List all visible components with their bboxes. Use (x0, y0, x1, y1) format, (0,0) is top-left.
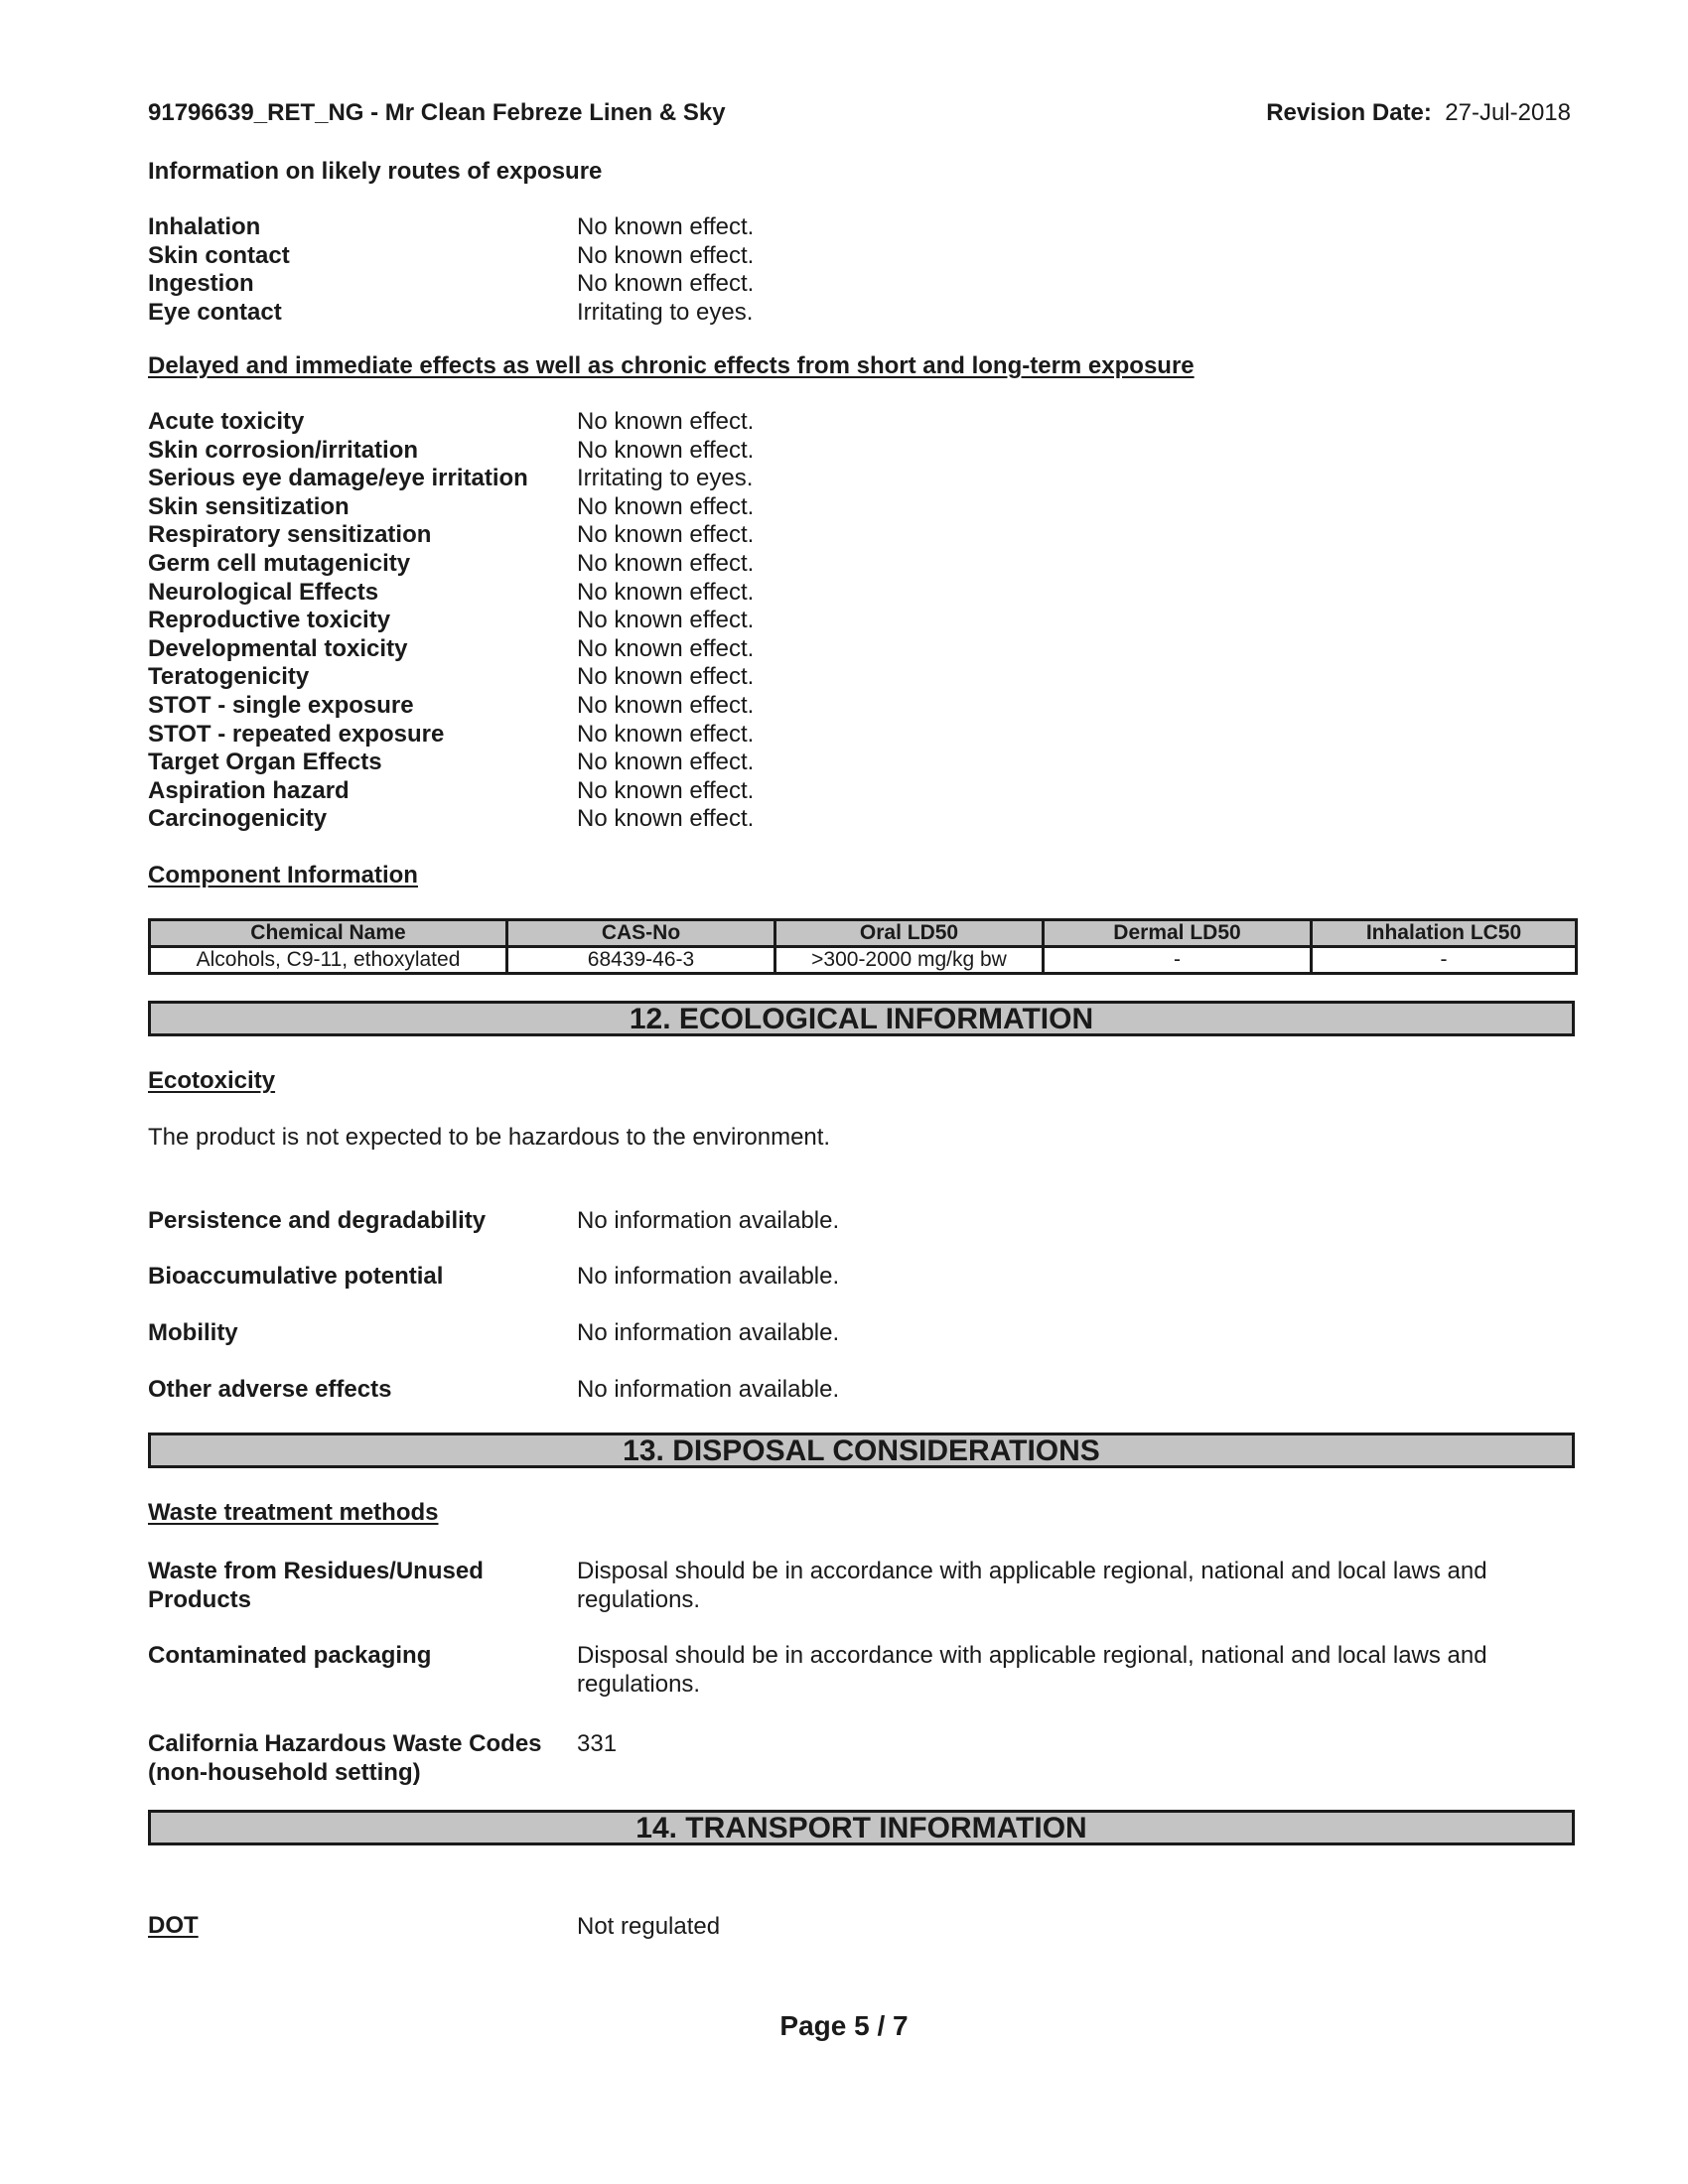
item-label: Developmental toxicity (148, 634, 408, 662)
item-value: No known effect. (577, 241, 755, 269)
item-label: Target Organ Effects (148, 749, 382, 776)
california-label-line: (non-household setting) (148, 1759, 421, 1786)
item-value: No known effect. (577, 776, 755, 804)
item-label: Reproductive toxicity (148, 607, 391, 634)
column-header: Inhalation LC50 (1312, 920, 1577, 947)
item-value: No known effect. (577, 213, 755, 240)
packaging-value-line: Disposal should be in accordance with applicable regional, national and local laws and (577, 1642, 1487, 1669)
column-header: Dermal LD50 (1044, 920, 1312, 947)
item-value: Irritating to eyes. (577, 298, 754, 326)
persistence-label: Persistence and degradability (148, 1207, 487, 1234)
section-header-ecological: 12. ECOLOGICAL INFORMATION (148, 1001, 1575, 1036)
item-label: Neurological Effects (148, 578, 379, 606)
item-value: No known effect. (577, 549, 755, 577)
item-value: No known effect. (577, 492, 755, 520)
residues-value (577, 1557, 1487, 1614)
column-header: Chemical Name (150, 920, 507, 947)
item-label: STOT - single exposure (148, 691, 414, 719)
residues-value-line: regulations. (577, 1586, 701, 1613)
item-value: No known effect. (577, 663, 755, 691)
ecotoxicity-text: The product is not expected to be hazardous to the environment. (148, 1124, 831, 1151)
item-label: Skin corrosion/irritation (148, 436, 419, 464)
item-value: No known effect. (577, 521, 755, 549)
item-label: Germ cell mutagenicity (148, 549, 411, 577)
item-value: No known effect. (577, 749, 755, 776)
item-value: No known effect. (577, 578, 755, 606)
california-value: 331 (577, 1730, 618, 1757)
table-cell: 68439-46-3 (507, 947, 775, 974)
component-heading: Component Information (148, 862, 418, 888)
mobility-label: Mobility (148, 1319, 238, 1346)
item-value: No known effect. (577, 436, 755, 464)
item-value: Irritating to eyes. (577, 465, 754, 492)
item-label: Ingestion (148, 270, 254, 298)
column-header: CAS-No (507, 920, 775, 947)
item-label: Skin contact (148, 241, 290, 269)
item-value: No known effect. (577, 634, 755, 662)
table-cell: - (1312, 947, 1577, 974)
ecotoxicity-heading: Ecotoxicity (148, 1067, 276, 1094)
table-cell: >300-2000 mg/kg bw (775, 947, 1044, 974)
dot-label: DOT (148, 1912, 199, 1939)
residues-label-line: Waste from Residues/Unused (148, 1558, 484, 1584)
other-adverse-value: No information available. (577, 1376, 840, 1403)
routes-heading: Information on likely routes of exposure (148, 158, 603, 185)
revision-date: 27-Jul-2018 (1445, 99, 1571, 126)
item-label: STOT - repeated exposure (148, 720, 445, 748)
item-label: Respiratory sensitization (148, 521, 432, 549)
bioaccumulative-label: Bioaccumulative potential (148, 1263, 444, 1290)
revision-info (1266, 99, 1571, 127)
other-adverse-label: Other adverse effects (148, 1376, 392, 1403)
residues-label-line: Products (148, 1586, 252, 1613)
item-label: Acute toxicity (148, 408, 305, 435)
section-header-disposal: 13. DISPOSAL CONSIDERATIONS (148, 1433, 1575, 1468)
item-label: Serious eye damage/eye irritation (148, 465, 528, 492)
item-value: No known effect. (577, 720, 755, 748)
column-header: Oral LD50 (775, 920, 1044, 947)
effects-heading: Delayed and immediate effects as well as chronic effects from short and long-term exposure (148, 352, 1195, 379)
page-number: Page 5 / 7 (779, 2010, 909, 2041)
mobility-value: No information available. (577, 1319, 840, 1346)
table-cell: Alcohols, C9-11, ethoxylated (150, 947, 507, 974)
item-label: Eye contact (148, 298, 282, 326)
item-label: Carcinogenicity (148, 805, 328, 833)
persistence-value: No information available. (577, 1207, 840, 1234)
item-label: Aspiration hazard (148, 776, 350, 804)
revision-label: Revision Date: (1266, 99, 1432, 126)
california-label (148, 1729, 542, 1787)
table-row (150, 947, 1577, 974)
residues-label (148, 1557, 484, 1614)
table-cell: - (1044, 947, 1312, 974)
item-value: No known effect. (577, 270, 755, 298)
waste-treatment-heading: Waste treatment methods (148, 1499, 439, 1526)
california-label-line: California Hazardous Waste Codes (148, 1730, 542, 1757)
dot-value: Not regulated (577, 1913, 721, 1940)
item-label: Skin sensitization (148, 492, 350, 520)
packaging-label: Contaminated packaging (148, 1642, 432, 1669)
item-value: No known effect. (577, 691, 755, 719)
item-label: Teratogenicity (148, 663, 310, 691)
table-header-row (150, 920, 1577, 947)
item-value: No known effect. (577, 607, 755, 634)
item-value: No known effect. (577, 408, 755, 435)
bioaccumulative-value: No information available. (577, 1263, 840, 1290)
packaging-value-line: regulations. (577, 1671, 701, 1698)
component-table (148, 918, 1578, 975)
packaging-value (577, 1641, 1487, 1699)
item-label: Inhalation (148, 213, 261, 240)
document-title: 91796639_RET_NG - Mr Clean Febreze Linen & Sky (148, 99, 726, 126)
section-header-transport: 14. TRANSPORT INFORMATION (148, 1810, 1575, 1845)
item-value: No known effect. (577, 805, 755, 833)
residues-value-line: Disposal should be in accordance with applicable regional, national and local laws and (577, 1558, 1487, 1584)
